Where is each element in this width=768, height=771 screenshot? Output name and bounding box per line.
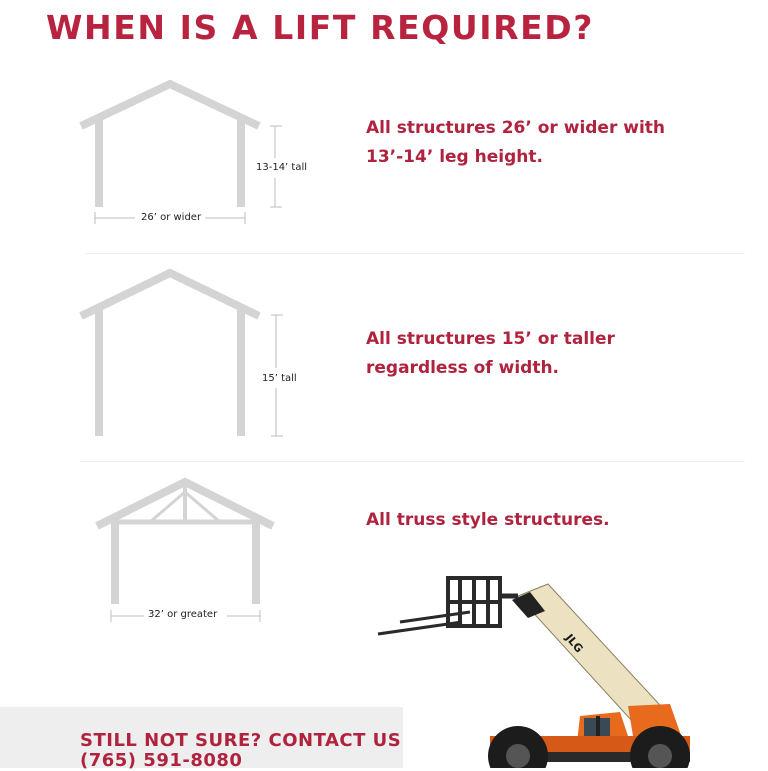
- height-label: 15’ tall: [262, 373, 297, 384]
- description-line: 13’-14’ leg height.: [366, 147, 543, 167]
- description-line: All truss style structures.: [366, 510, 610, 530]
- boom-brand-text: JLG: [562, 631, 586, 656]
- telehandler-illustration: [370, 566, 700, 768]
- section-description: [366, 506, 610, 535]
- contact-phone[interactable]: (765) 591-8080: [80, 750, 243, 771]
- width-label: 26’ or wider: [141, 212, 202, 223]
- width-label: 32’ or greater: [148, 609, 218, 620]
- description-line: regardless of width.: [366, 358, 560, 378]
- description-line: All structures 26’ or wider with: [366, 118, 666, 138]
- description-line: All structures 15’ or taller: [366, 329, 615, 349]
- contact-heading: STILL NOT SURE? CONTACT US: [80, 730, 402, 751]
- forks-carriage: [378, 576, 518, 634]
- page-title: WHEN IS A LIFT REQUIRED?: [46, 8, 595, 47]
- height-label: 13-14’ tall: [256, 162, 308, 173]
- structure-frame: [97, 482, 273, 604]
